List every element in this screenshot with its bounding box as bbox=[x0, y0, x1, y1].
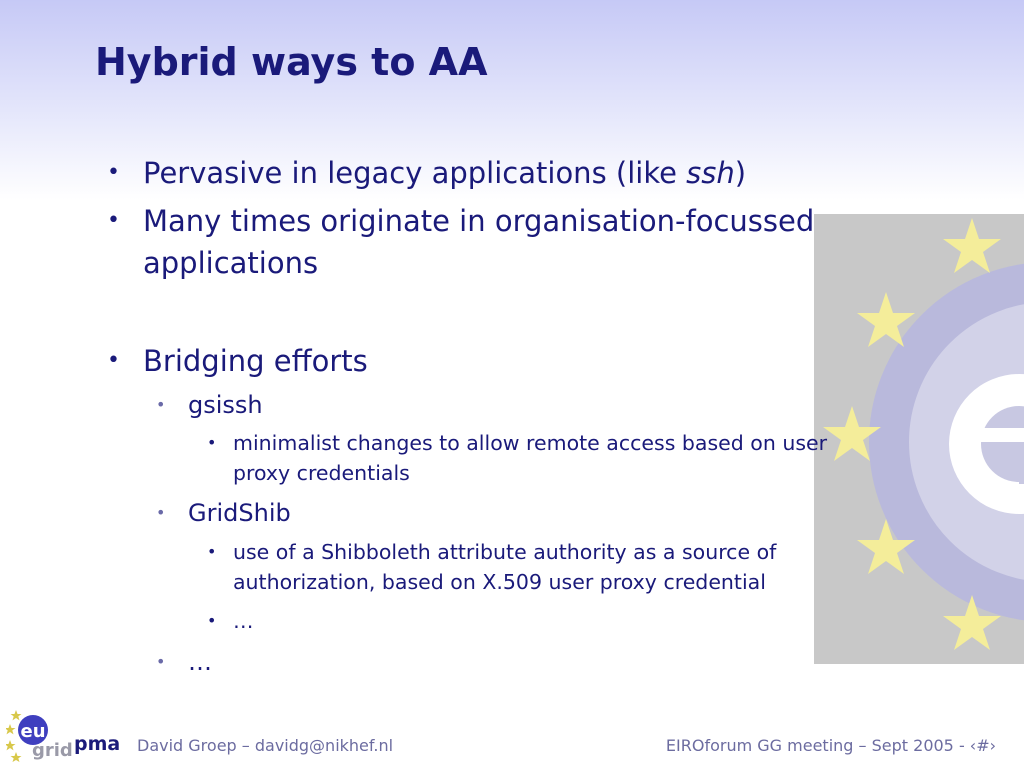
slide-title: Hybrid ways to AA bbox=[95, 40, 488, 84]
subsubbullet-dot: • bbox=[207, 433, 217, 452]
subsubbullet-text: … bbox=[233, 609, 254, 633]
subsubbullet-text-line1: minimalist changes to allow remote access based on user bbox=[233, 431, 828, 455]
subsubbullet-dot: • bbox=[207, 542, 217, 561]
subbullet-text: gsissh bbox=[188, 391, 263, 419]
svg-text:eu: eu bbox=[20, 721, 46, 742]
footer-author: David Groep – davidg@nikhef.nl bbox=[137, 736, 394, 755]
bullet-text: Pervasive in legacy applications (like ssh) bbox=[143, 156, 747, 190]
subsubbullet-text-line1: use of a Shibboleth attribute authority as a source of bbox=[233, 540, 777, 564]
bullet-dot: • bbox=[107, 348, 120, 373]
subbullet-dot: • bbox=[156, 652, 166, 671]
eugridpma-logo bbox=[6, 706, 128, 762]
bullet-text: Bridging efforts bbox=[143, 344, 368, 378]
svg-text:pma: pma bbox=[74, 733, 121, 755]
bullet-text-line1: Many times originate in organisation-focussed bbox=[143, 204, 815, 238]
eu-star-watermark bbox=[814, 214, 1024, 664]
subsubbullet-text-line2: proxy credentials bbox=[233, 461, 410, 485]
bullet-dot: • bbox=[107, 160, 120, 185]
subbullet-text: GridShib bbox=[188, 499, 291, 527]
subsubbullet-text-line2: authorization, based on X.509 user proxy credential bbox=[233, 570, 766, 594]
subbullet-dot: • bbox=[156, 503, 166, 522]
subsubbullet-dot: • bbox=[207, 611, 217, 630]
bullet-dot: • bbox=[107, 208, 120, 233]
ssh-italic: ssh bbox=[686, 156, 735, 190]
subbullet-text: … bbox=[188, 648, 212, 676]
bullet-text-line2: applications bbox=[143, 246, 319, 280]
footer-event: EIROforum GG meeting – Sept 2005 - ‹#› bbox=[665, 736, 996, 755]
svg-text:grid: grid bbox=[32, 740, 73, 761]
subbullet-dot: • bbox=[156, 395, 166, 414]
